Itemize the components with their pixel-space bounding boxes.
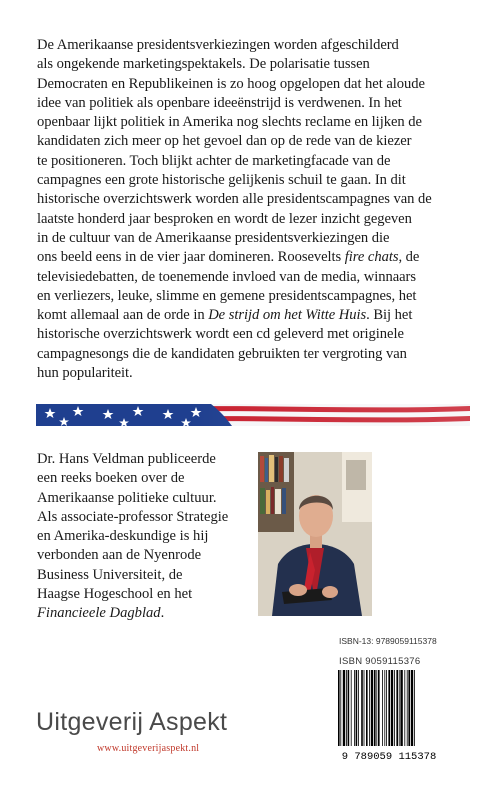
barcode-bar (399, 670, 400, 746)
newspaper-italic: Financieele Dagblad (37, 605, 161, 622)
blurb-line: te positioneren. Toch blijkt achter de marketingfacade van de (37, 152, 391, 169)
barcode-bar (388, 670, 390, 746)
fire-chats-italic: fire chats (344, 249, 399, 266)
barcode-bar (386, 670, 387, 746)
barcode-bar (411, 670, 413, 746)
blurb-line: campagnesongs die de kandidaten gebruikten ter vergroting van (37, 345, 407, 362)
blurb-line: laatste honderd jaar besproken en wordt de lezer inzicht gegeven (37, 210, 412, 227)
barcode-bar (391, 670, 393, 746)
blurb-line: in de cultuur van de Amerikaanse presidentsverkiezingen die (37, 229, 390, 246)
isbn13-label: ISBN-13: 9789059115378 (339, 636, 437, 646)
blurb-text: komt allemaal aan de orde in (37, 307, 209, 324)
american-flag-banner (36, 404, 470, 426)
barcode-bar (396, 670, 398, 746)
barcode-bar (384, 670, 385, 746)
blurb-line: kandidaten zich meer op het gevoel dan op de rede van de kiezer (37, 133, 412, 150)
barcode-bar (343, 670, 345, 746)
blurb-line: De Amerikaanse presidentsverkiezingen worden afgeschilderd (37, 37, 399, 53)
blurb-line: historische overzichtswerk worden alle presidentscampagnes van de (37, 191, 432, 208)
publisher-logo-text: Uitgeverij Aspekt (36, 708, 228, 736)
blurb-line: en verliezers, leuke, slimme en gemene presidentscampagnes, het (37, 287, 417, 304)
barcode-bar (366, 670, 368, 746)
bio-line: Als associate-professor Strategie (37, 508, 229, 525)
barcode-bar (338, 670, 340, 746)
blurb-line: openbaar lijkt politiek in Amerika nog slechts reclame en lijken de (37, 114, 422, 131)
blurb-line (37, 248, 469, 267)
barcode-bar (407, 670, 408, 746)
bio-line: Business Universiteit, de (37, 566, 183, 583)
barcode-bar (340, 670, 341, 746)
bio-line: verbonden aan de Nyenrode (37, 547, 202, 564)
isbn10-label: ISBN 9059115376 (339, 656, 421, 667)
author-photo (258, 452, 372, 616)
barcode (334, 668, 444, 762)
barcode-number: 9 789059 115378 (341, 751, 437, 762)
barcode-bar (382, 670, 383, 746)
blurb-line: historische overzichtswerk wordt een cd geleverd met originele (37, 326, 404, 343)
book-title-italic: De strijd om het Witte Huis (208, 307, 367, 324)
barcode-bar (369, 670, 370, 746)
blurb-line: als ongekende marketingspektakels. De polarisatie tussen (37, 56, 370, 73)
barcode-bar (354, 670, 355, 746)
barcode-bar (376, 670, 377, 746)
barcode-bar (414, 670, 415, 746)
bio-line (37, 604, 257, 623)
barcode-bar (351, 670, 352, 746)
blurb-text: ons beeld eens in de vier jaar domineren. Roosevelts (37, 249, 345, 266)
bio-line: en Amerika-deskundige is hij (37, 528, 209, 545)
barcode-bar (404, 670, 405, 746)
author-bio (37, 450, 257, 624)
blurb-text: . Bij het (366, 307, 413, 324)
barcode-bar (408, 670, 410, 746)
publisher-website: www.uitgeverijaspekt.nl (97, 743, 200, 754)
bio-text: . (160, 605, 165, 622)
blurb-text: , de (398, 249, 420, 266)
bio-line: Dr. Hans Veldman publiceerde (37, 451, 216, 467)
barcode-bars (338, 670, 415, 746)
blurb-line: hun populariteit. (37, 365, 133, 382)
bio-line: Haagse Hogeschool en het (37, 586, 193, 603)
barcode-bar (346, 670, 347, 746)
bio-line: Amerikaanse politieke cultuur. (37, 489, 217, 506)
blurb-line (37, 306, 469, 325)
barcode-bar (356, 670, 358, 746)
barcode-bar (378, 670, 380, 746)
back-cover-blurb (37, 36, 469, 383)
blurb-line: campagnes een grote historische gelijkenis schuil te gaan. In dit (37, 172, 406, 189)
barcode-bar (361, 670, 363, 746)
barcode-bar (374, 670, 376, 746)
barcode-bar (394, 670, 395, 746)
barcode-bar (364, 670, 365, 746)
barcode-bar (358, 670, 359, 746)
barcode-bar (371, 670, 373, 746)
barcode-bar (400, 670, 402, 746)
blurb-line: idee van politiek als openbare ideeënstrijd is verdwenen. In het (37, 94, 402, 111)
blurb-line: televisiedebatten, de toenemende invloed van de media, winnaars (37, 268, 416, 285)
blurb-line: Democraten en Republikeinen is zo hoog opgelopen dat het aloude (37, 75, 425, 92)
barcode-bar (348, 670, 350, 746)
bio-line: een reeks boeken over de (37, 470, 185, 487)
